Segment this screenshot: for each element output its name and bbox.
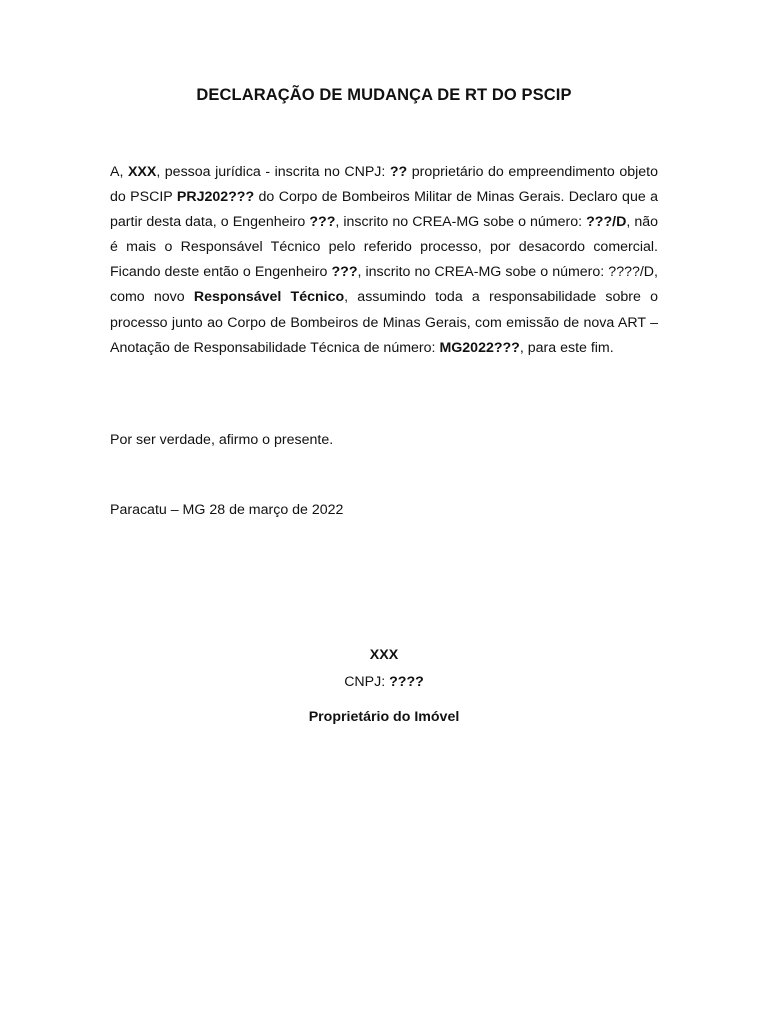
body-text-1: A, bbox=[110, 164, 128, 180]
body-text-2: , pessoa jurídica - inscrita no CNPJ: bbox=[156, 164, 390, 180]
body-text-3: proprietário do empreendimento objeto do PSCIP bbox=[110, 164, 658, 206]
cnpj-value: ???? bbox=[389, 674, 424, 690]
art-number: MG2022??? bbox=[439, 339, 520, 356]
signatory-name: XXX bbox=[369, 647, 399, 663]
body-text-4: do Corpo de Bombeiros Militar de Minas Gerais. Declaro que a partir desta data, o Engenheiro bbox=[110, 189, 659, 231]
cnpj-label: CNPJ: bbox=[344, 674, 390, 690]
body-text-5: , inscrito no CREA-MG sobe o número: bbox=[335, 214, 587, 231]
closing-statement: Por ser verdade, afirmo o presente. bbox=[110, 432, 334, 448]
body-text-9: , para este fim. bbox=[519, 339, 614, 356]
new-engineer: ??? bbox=[331, 264, 358, 281]
body-text-7: , inscrito no CREA-MG sobe o número: ????/D, como novo bbox=[110, 264, 658, 306]
previous-engineer: ??? bbox=[309, 214, 336, 231]
pscip-number: PRJ202??? bbox=[176, 189, 255, 206]
body-text-6: , não é mais o Responsável Técnico pelo referido processo, por desacordo comercial. Ficando deste então o Engenheiro bbox=[110, 214, 659, 281]
company-cnpj: ?? bbox=[389, 164, 408, 180]
signatory-cnpj bbox=[0, 674, 768, 690]
responsible-technician-label: Responsável Técnico bbox=[193, 289, 345, 306]
company-name: XXX bbox=[127, 164, 157, 180]
signatory-role: Proprietário do Imóvel bbox=[308, 709, 460, 725]
declaration-paragraph bbox=[110, 160, 658, 361]
place-and-date: Paracatu – MG 28 de março de 2022 bbox=[110, 502, 344, 518]
body-text-8: , assumindo toda a responsabilidade sobre o processo junto ao Corpo de Bombeiros de Minas Gerais, com emissão de nova ART – Anotação de Responsabilidade Técnica de número: bbox=[110, 289, 658, 356]
document-title: DECLARAÇÃO DE MUDANÇA DE RT DO PSCIP bbox=[196, 86, 572, 104]
previous-crea-number: ???/D bbox=[586, 214, 627, 231]
